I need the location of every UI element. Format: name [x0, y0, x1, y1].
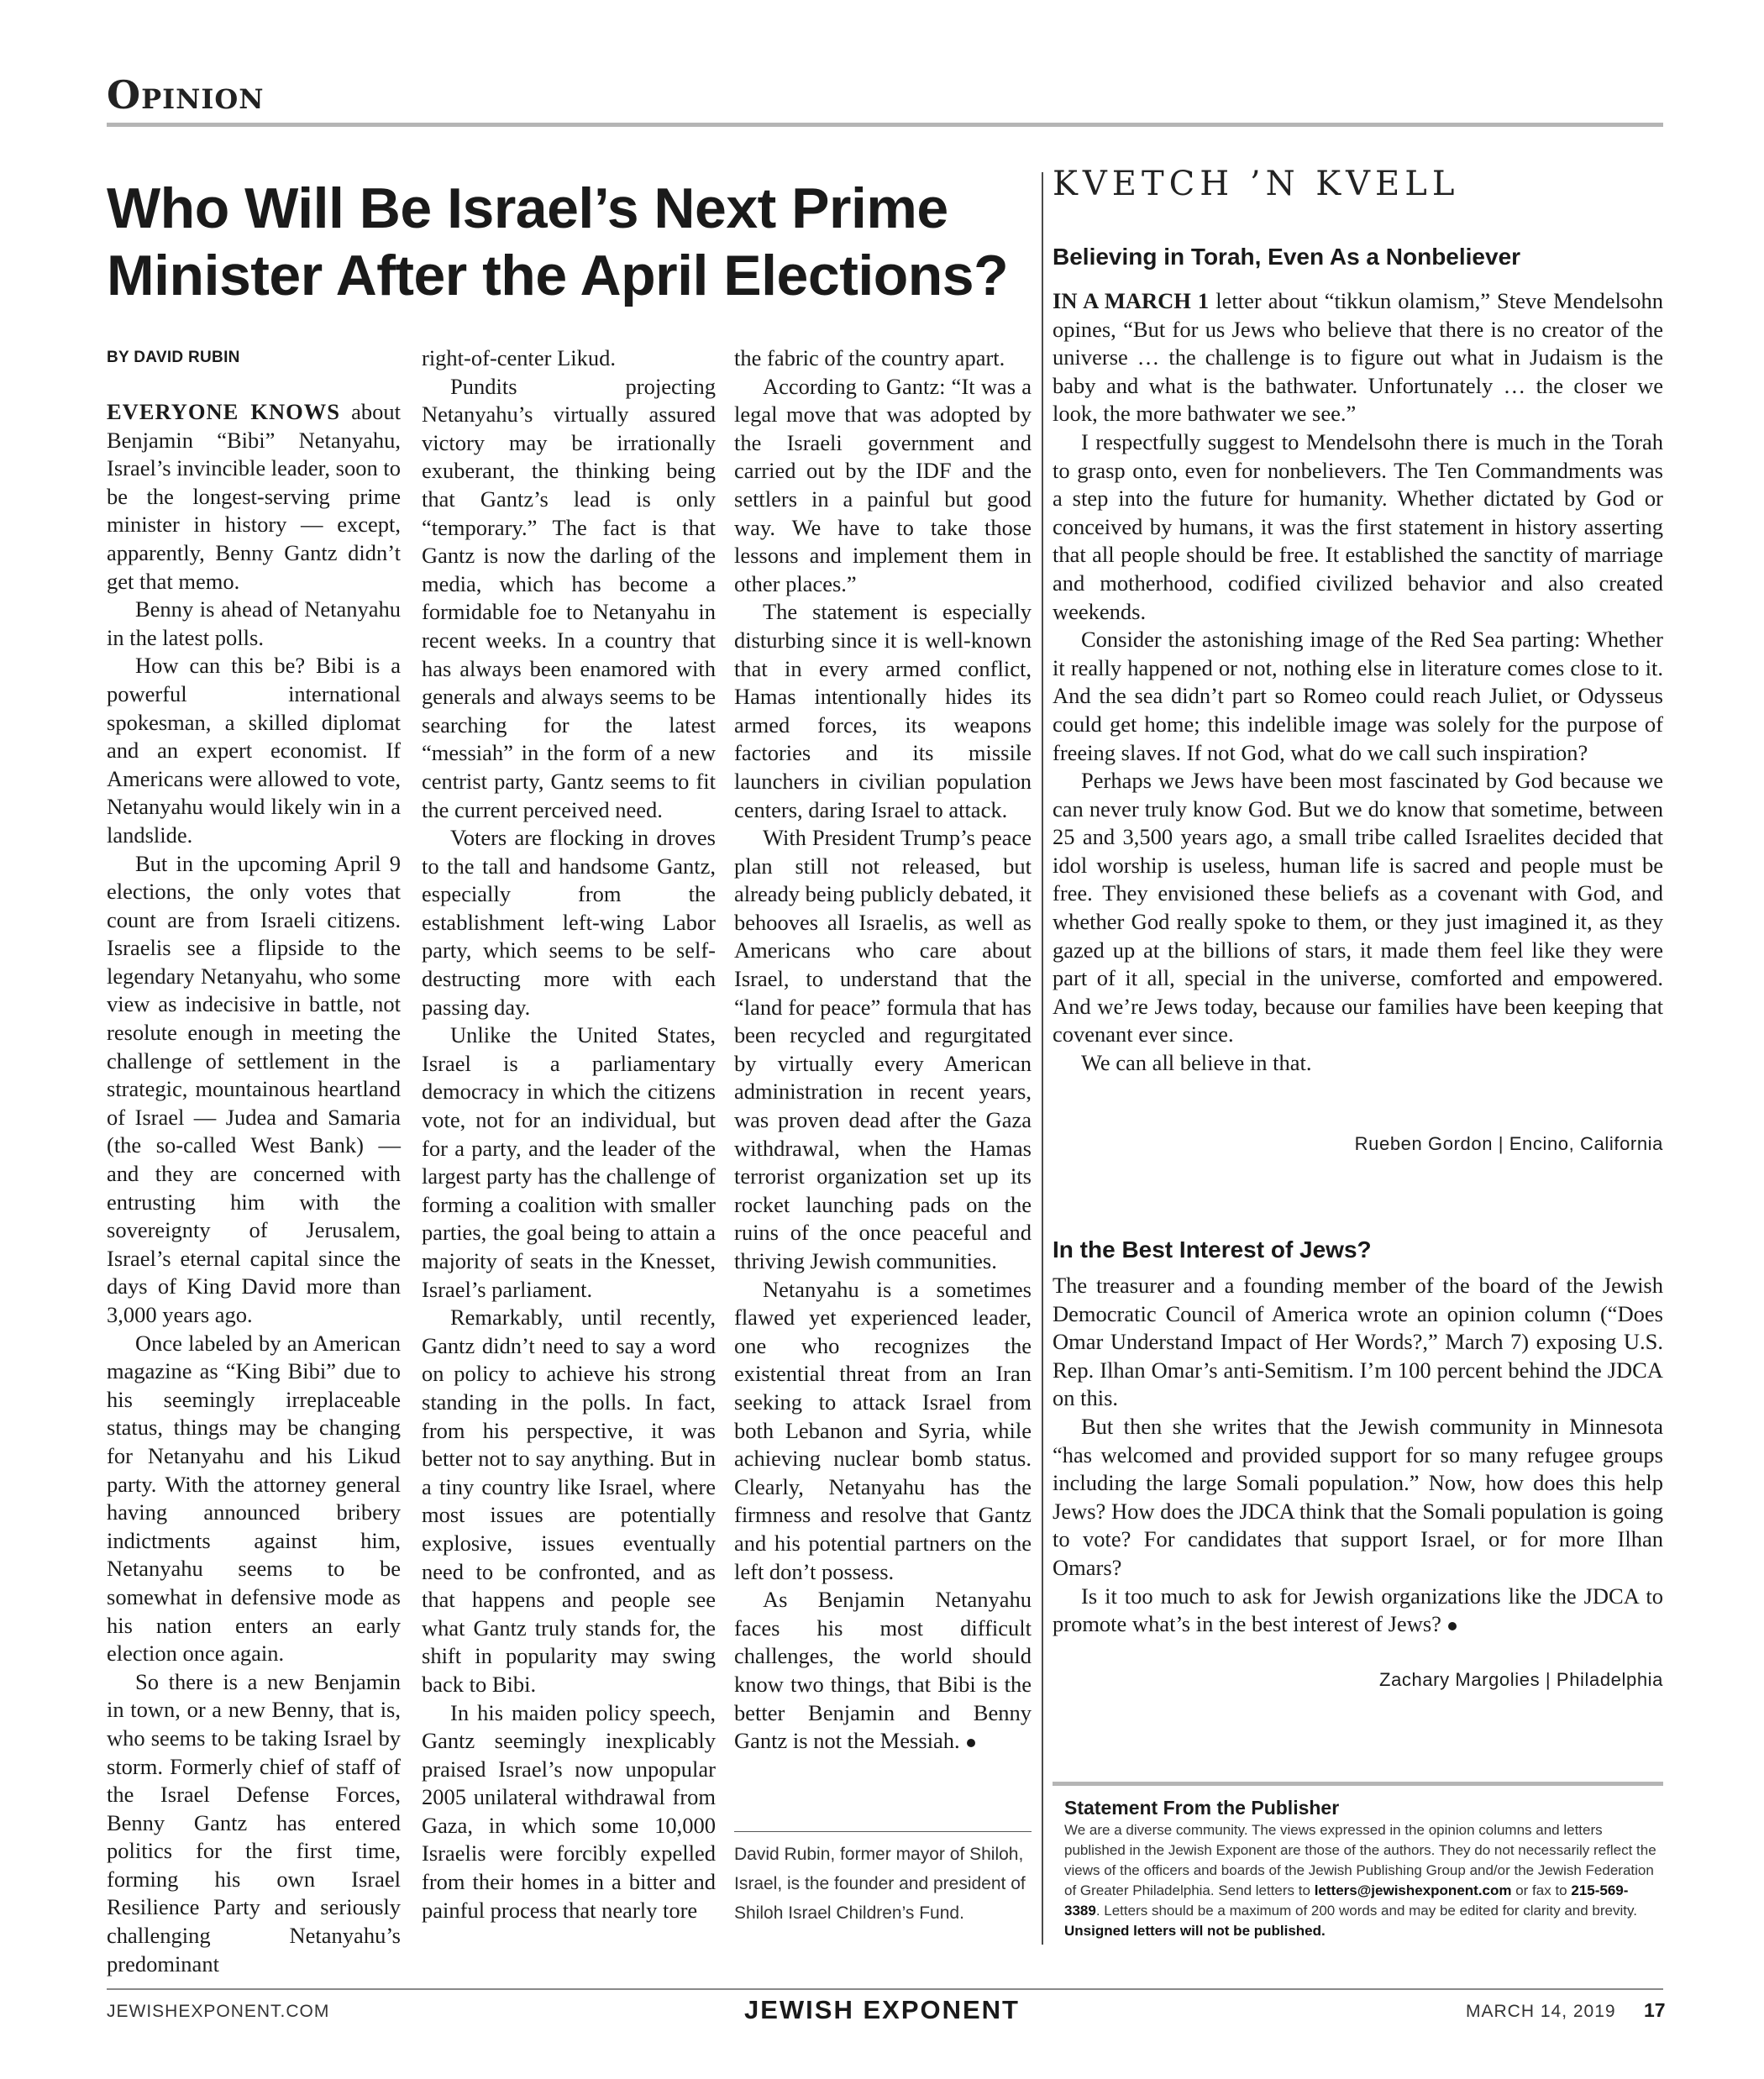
footer-site[interactable]: JEWISHEXPONENT.COM: [107, 2002, 330, 2021]
article-column-1: [107, 348, 401, 1978]
paragraph-text: letter about “tikkun olamism,” Steve Mendelsohn opines, “But for us Jews who believe that there is no creator of the universe … the challenge is to figure out what in Judaism is the baby and what is the bathwater. Unfortunately … the closer we look, the more bathwater we see.”: [1053, 288, 1663, 427]
publisher-fax: 215-569-3389: [1064, 1882, 1629, 1919]
footer-rule: [107, 1988, 1663, 1990]
paragraph: Remarkably, until recently, Gantz didn’t need to say a word on policy to achieve his strong standing in the polls. In fact, from his perspective, it was better not to say anything. But in a tiny country like Israel, where most issues are potentially explosive, issues eventually need to be confronted, and as that happens and people see what Gantz truly stands for, the shift in popularity may swing back to Bibi.: [422, 1305, 716, 1697]
publisher-text: . Letters should be a maximum of 200 words and may be edited for clarity and brevity.: [1095, 1903, 1637, 1919]
paragraph-text: about Benjamin “Bibi” Netanyahu, Israel’s invincible leader, soon to be the longest-serving prime minister in history — except, apparently, Benny Gantz didn’t get that memo.: [107, 399, 402, 594]
paragraph: But then she writes that the Jewish community in Minnesota “has welcomed and provided support for so many refugee groups including the large Somali population.” Now, how does this help Jews? How does the JDCA think that the Somali population is going to vote? For candidates that support Israel, or for more Ilhan Omars?: [1053, 1413, 1663, 1580]
paragraph: Netanyahu is a sometimes flawed yet experienced leader, one who recognizes the existential threat from an Iran seeking to attack Israel from both Lebanon and Syria, while achieving nuclear bomb status. Clearly, Netanyahu has the firmness and resolve that Gantz and his potential partners on the left don’t possess.: [734, 1276, 1032, 1584]
letter-1-signature: Rueben Gordon | Encino, California: [1354, 1133, 1663, 1154]
header-rule: [107, 123, 1663, 127]
paragraph: Unlike the United States, Israel is a parliamentary democracy in which the citizens vote, not for an individual, but for a party, and the leader of the largest party has the challenge of forming a coalition with smaller parties, the goal being to attain a majority of seats in the Knesset, Israel’s parliament.: [422, 1022, 716, 1302]
footer-masthead: JEWISH EXPONENT: [744, 1995, 1020, 2024]
paragraph: According to Gantz: “It was a legal move that was adopted by the Israeli government and carried out by the IDF and the settlers in a painful but good way. We have to take those lessons and implement them in other places.”: [734, 373, 1032, 596]
paragraph-text: As Benjamin Netanyahu faces his most difficult challenges, the world should know two things, that Bibi is the better Benjamin and Benny Gantz is not the Messiah.: [734, 1587, 1032, 1754]
paragraph: right-of-center Likud.: [422, 345, 617, 370]
article-column-3: [734, 344, 1032, 1756]
bio-rule: [734, 1831, 1032, 1832]
paragraph: Voters are flocking in droves to the tall and handsome Gantz, especially from the establishment left-wing Labor party, which seems to be self-destructing more with each passing day.: [422, 825, 716, 1020]
publisher-note: Unsigned letters will not be published.: [1064, 1923, 1326, 1939]
publisher-email-link[interactable]: letters@jewishexponent.com: [1314, 1882, 1512, 1898]
letter-2-body: [1053, 1272, 1663, 1639]
publisher-statement: [1064, 1820, 1661, 1941]
paragraph-text: Is it too much to ask for Jewish organizations like the JDCA to promote what’s in the best interest of Jews?: [1053, 1583, 1663, 1637]
publisher-rule: [1053, 1782, 1663, 1786]
end-mark-icon: [1448, 1622, 1457, 1630]
paragraph: I respectfully suggest to Mendelsohn there is much in the Torah to grasp onto, even for nonbelievers. The Ten Commandments was a step into the future for humanity. Whether dictated by God or conceived by humans, it was the first statement in history asserting that all people should be free. It established the sanctity of marriage and motherhood, codified civilized behavior and also created weekends.: [1053, 428, 1663, 624]
paragraph: Consider the astonishing image of the Red Sea parting: Whether it really happened or not, nothing else in literature comes close to it. And the sea didn’t part so Romeo could reach Juliet, or Odysseus could get home; this indelible image was solely for the purpose of freeing slaves. If not God, what do we call such inspiration?: [1053, 627, 1663, 765]
paragraph: The treasurer and a founding member of the board of the Jewish Democratic Council of America wrote an opinion column (“Does Omar Understand Impact of Her Words?,” March 7) exposing U.S. Rep. Ilhan Omar’s anti-Semitism. I’m 100 percent behind the JDCA on this.: [1053, 1273, 1663, 1411]
paragraph: In his maiden policy speech, Gantz seemingly inexplicably praised Israel’s now unpopular 2005 unilateral withdrawal from Gaza, in which some 10,000 Israelis were forcibly expelled from their homes in a bitter and painful process that nearly tore: [422, 1699, 716, 1923]
paragraph: [1053, 1583, 1663, 1639]
publisher-text: or fax to: [1511, 1882, 1572, 1898]
article-headline: [107, 175, 1014, 309]
paragraph: Benny is ahead of Netanyahu in the latest polls.: [107, 596, 401, 650]
publisher-text: We are a diverse community. The views expressed in the opinion columns and letters published in the Jewish Exponent are those of the authors. They do not necessarily reflect the views of the officers and boards of the Jewish Publishing Group and/or the Jewish Federation of Greater Philadelphia. Send letters to: [1064, 1822, 1656, 1898]
paragraph: [734, 1586, 1032, 1756]
letters-column-title: KVETCH ’N KVELL: [1053, 165, 1460, 203]
letter-2-title: In the Best Interest of Jews?: [1053, 1236, 1372, 1263]
paragraph: The statement is especially disturbing since it is well-known that in every armed conflict, Hamas intentionally hides its armed forces, its weapons factories and its missile launchers in civilian population centers, daring Israel to attack.: [734, 599, 1032, 822]
paragraph: How can this be? Bibi is a powerful international spokesman, a skilled diplomat and an expert economist. If Americans were allowed to vote, Netanyahu would likely win in a landslide.: [107, 653, 401, 848]
paragraph: Perhaps we Jews have been most fascinated by God because we can never truly know God. But we do know that sometime, between 25 and 3,500 years ago, a small tribe called Israelites decided that idol worship is useless, human life is sacred and people must be free. They envisioned these beliefs as a covenant with God, and whether God really spoke to them, or they just imagined it, as they gazed up at the billions of stars, it made them feel like they were part of it all, special in the universe, comforted and empowered. And we’re Jews today, because our families have been keeping that covenant ever since.: [1053, 768, 1663, 1047]
article-column-2: [422, 344, 716, 1924]
paragraph: Pundits projecting Netanyahu’s virtually assured victory may be irrationally exuberant, the thinking being that Gantz’s lead is only “temporary.” The fact is that Gantz is now the darling of the media, which has become a formidable foe to Netanyahu in recent weeks. In a country that has always been enamored with generals and always seems to be searching for the latest “messiah” in the form of a new centrist party, Gantz seems to fit the current perceived need.: [422, 373, 716, 822]
byline: BY DAVID RUBIN: [107, 349, 240, 366]
paragraph: [107, 398, 401, 596]
paragraph: But in the upcoming April 9 elections, the only votes that count are from Israeli citizens. Israelis see a flipside to the legendary Netanyahu, who some view as indecisive in battle, not resolute enough in meeting the challenge of settlement in the strategic, mountainous heartland of Israel — Judea and Samaria (the so-called West Bank) — and they are concerned with entrusting him with the sovereignty of Jerusalem, Israel’s eternal capital since the days of King David more than 3,000 years ago.: [107, 850, 401, 1327]
letter-1-title: Believing in Torah, Even As a Nonbeliever: [1053, 244, 1521, 270]
paragraph: [1053, 287, 1663, 428]
letter-1-body: [1053, 287, 1663, 1078]
page-number: 17: [1644, 1999, 1666, 2021]
headline-line-1: Who Will Be Israel’s Next Prime: [107, 176, 948, 240]
paragraph: We can all believe in that.: [1081, 1050, 1312, 1076]
lead-in: IN A MARCH 1: [1053, 288, 1210, 313]
paragraph: So there is a new Benjamin in town, or a new Benny, that is, who seems to be taking Israel by storm. Formerly chief of staff of the Israel Defense Forces, Benny Gantz has entered politics for the first time, forming his own Israel Resilience Party and seriously challenging Netanyahu’s predominant: [107, 1668, 401, 1977]
paragraph: the fabric of the country apart.: [734, 345, 1005, 370]
headline-line-2: Minister After the April Elections?: [107, 244, 1009, 307]
publisher-title: Statement From the Publisher: [1064, 1797, 1340, 1819]
paragraph: Once labeled by an American magazine as “King Bibi” due to his seemingly irreplaceable status, things may be changing for Netanyahu and his Likud party. With the attorney general having announced bribery indictments against him, Netanyahu seems to be somewhat in defensive mode as his nation enters an early election once again.: [107, 1330, 401, 1667]
end-mark-icon: [967, 1739, 975, 1747]
section-title: Opinion: [107, 72, 265, 118]
author-bio: David Rubin, former mayor of Shiloh, Israel, is the founder and president of Shiloh Israel Children’s Fund.: [734, 1845, 1026, 1923]
lead-in: EVERYONE KNOWS: [107, 399, 340, 424]
paragraph: With President Trump’s peace plan still not released, but already being publicly debated, it behooves all Israelis, as well as Americans who care about Israel, to understand that the “land for peace” formula that has been recycled and regurgitated by virtually every American administration in recent years, was proven dead after the Gaza withdrawal, when the Hamas terrorist organization set up its rocket launching pads on the ruins of the once peaceful and thriving Jewish communities.: [734, 825, 1032, 1273]
footer-date: MARCH 14, 2019: [1466, 2002, 1616, 2021]
column-divider: [1042, 172, 1043, 1945]
letter-2-signature: Zachary Margolies | Philadelphia: [1379, 1669, 1663, 1690]
